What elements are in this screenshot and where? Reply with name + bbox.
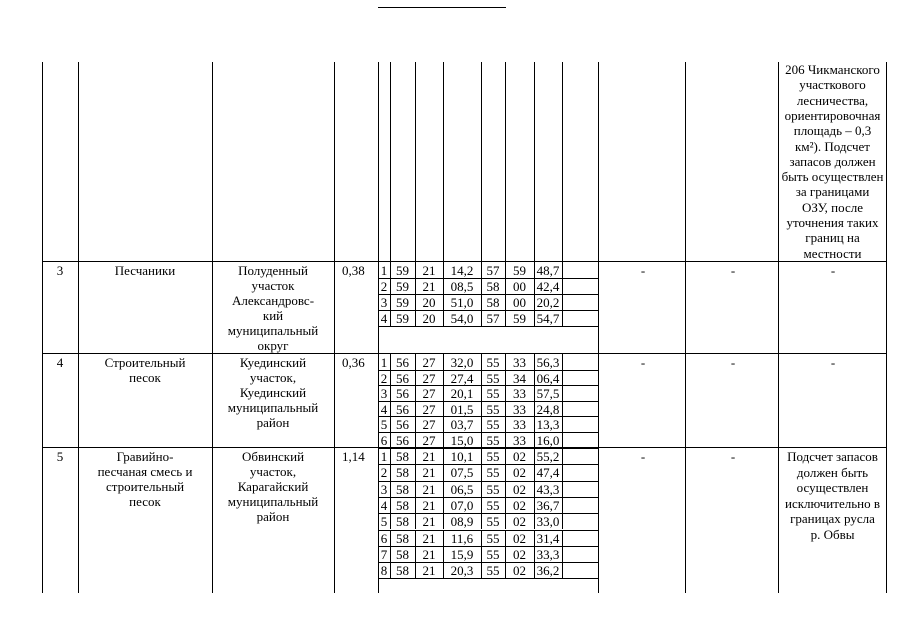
coordinate-cell: 51,0 (450, 294, 474, 310)
coord-column-line (378, 62, 379, 261)
area-value: 0,38 (342, 263, 365, 278)
coordinate-cell: 3 (380, 481, 388, 497)
coordinate-cell: 21 (422, 563, 436, 579)
coordinate-cell: 55 (486, 370, 500, 386)
coordinate-cell: 54,0 (450, 310, 474, 326)
coord-column-line (598, 354, 599, 370)
coord-column-line (562, 370, 563, 386)
remark-line: р. Обвы (810, 526, 855, 542)
coordinate-cell: 27 (422, 355, 436, 370)
coord-column-line (598, 464, 599, 480)
coordinate-cell: 08,5 (450, 278, 474, 294)
coordinate-cell: 21 (422, 514, 436, 530)
coordinate-cell: 11,6 (450, 530, 474, 546)
coordinate-cell: 7 (380, 546, 388, 562)
location-line: район (256, 415, 290, 430)
coord-column-line (415, 62, 416, 261)
coord-column-line (598, 294, 599, 310)
coordinate-cell: 36,2 (536, 563, 560, 579)
coordinate-cell: 06,4 (536, 370, 560, 386)
coordinate-cell: 02 (513, 481, 526, 497)
coordinate-cell: 56,3 (536, 355, 560, 370)
table-column-line (78, 62, 79, 593)
location-line: муниципальный (227, 400, 319, 415)
coordinate-cell: 2 (380, 278, 388, 294)
mineral-name-line: строительный (105, 479, 185, 494)
coord-column-line (598, 278, 599, 294)
coordinate-cell: 6 (380, 433, 388, 448)
location-line: район (256, 509, 290, 524)
coordinate-cell: 56 (396, 433, 409, 448)
coordinate-cell: 07,5 (450, 465, 474, 481)
location-line: Куединский (239, 355, 307, 370)
coordinate-cell: 58 (396, 449, 409, 464)
coordinate-cell: 24,8 (536, 401, 560, 417)
coord-column-line (598, 448, 599, 464)
coordinate-cell: 02 (513, 530, 526, 546)
continuation-note-line: ориентировочная (784, 107, 881, 123)
coordinate-cell: 27 (422, 370, 436, 386)
coordinate-cell: 57 (486, 263, 500, 278)
coordinate-cell: 59 (513, 310, 526, 326)
coordinate-cell: 55 (486, 386, 500, 402)
dash-col10: - (830, 263, 836, 278)
coordinate-cell: 13,3 (536, 417, 560, 433)
coordinate-cell: 03,7 (450, 417, 474, 433)
coordinate-cell: 21 (422, 497, 436, 513)
row-number: 4 (56, 355, 64, 370)
continuation-note-line: быть осуществлен (781, 169, 884, 185)
coordinate-cell: 56 (396, 355, 409, 370)
row-number: 5 (56, 449, 64, 464)
location-line: участок, (249, 370, 297, 385)
coord-column-line (562, 416, 563, 432)
coordinate-cell: 27 (422, 433, 436, 448)
coordinate-cell: 56 (396, 417, 409, 433)
coordinate-cell: 59 (513, 263, 526, 278)
coordinate-cell: 33 (513, 417, 526, 433)
coord-column-line (598, 513, 599, 529)
coordinate-cell: 01,5 (450, 401, 474, 417)
continuation-note-line: границ на (805, 230, 860, 246)
coordinate-cell: 5 (380, 417, 388, 433)
remark-line: исключительно в (785, 495, 880, 511)
coord-column-line (562, 464, 563, 480)
coordinate-cell: 32,0 (450, 355, 474, 370)
location-line: округ (257, 338, 289, 353)
coord-column-line (598, 310, 599, 326)
coordinate-cell: 02 (513, 546, 526, 562)
coordinate-cell: 00 (513, 294, 526, 310)
location-line: Обвинский (241, 449, 305, 464)
coordinate-cell: 55 (486, 433, 500, 448)
coordinate-cell: 33 (513, 401, 526, 417)
dash-col9: - (730, 449, 736, 464)
dash-col8: - (640, 355, 646, 370)
coordinate-cell: 02 (513, 563, 526, 579)
coord-column-line (598, 370, 599, 386)
coordinate-cell: 6 (380, 530, 388, 546)
coordinate-cell: 55 (486, 355, 500, 370)
coord-column-line (562, 401, 563, 417)
location-line: муниципальный (227, 323, 319, 338)
coordinate-cell: 8 (380, 563, 388, 579)
coord-column-line (562, 497, 563, 513)
coord-column-line (598, 62, 599, 261)
coordinate-cell: 27 (422, 401, 436, 417)
mineral-name-line: Гравийно- (116, 449, 174, 464)
coord-column-line (598, 385, 599, 401)
coordinate-cell: 55 (486, 546, 500, 562)
location-line: Карагайский (237, 479, 309, 494)
coordinate-cell: 3 (380, 386, 388, 402)
coordinate-cell: 00 (513, 278, 526, 294)
coordinate-cell: 21 (422, 546, 436, 562)
coord-column-line (598, 481, 599, 497)
coordinate-cell: 5 (380, 514, 388, 530)
coordinate-cell: 58 (396, 563, 409, 579)
coord-column-line (598, 401, 599, 417)
coord-column-line (562, 530, 563, 546)
row-number: 3 (56, 263, 64, 278)
coordinate-cell: 27 (422, 417, 436, 433)
continuation-note-line: площадь – 0,3 (793, 123, 872, 139)
coordinate-cell: 20 (422, 310, 436, 326)
coordinate-cell: 56 (396, 401, 409, 417)
coordinate-cell: 55 (486, 449, 500, 464)
continuation-note-line: ОЗУ, после (802, 199, 863, 215)
continuation-note-line: запасов должен (789, 153, 876, 169)
continuation-note-line: местности (803, 245, 862, 261)
mineral-name-line: песок (129, 494, 161, 509)
coordinate-cell: 1 (380, 355, 388, 370)
dash-col9: - (730, 355, 736, 370)
coordinate-cell: 33,3 (536, 546, 560, 562)
coordinate-cell: 55 (486, 465, 500, 481)
coordinate-cell: 56 (396, 386, 409, 402)
coordinate-cell: 59 (396, 263, 409, 278)
coordinate-cell: 36,7 (536, 497, 560, 513)
coord-column-line (390, 62, 391, 261)
location-line: участок, (249, 464, 297, 479)
coordinate-cell: 55,2 (536, 449, 560, 464)
coord-column-line (562, 354, 563, 370)
coordinate-cell: 07,0 (450, 497, 474, 513)
location-line: Полуденный (238, 263, 308, 278)
continuation-note-line: за границами (795, 184, 870, 200)
coordinate-cell: 58 (396, 497, 409, 513)
location-line: участок (251, 278, 295, 293)
coordinate-cell: 21 (422, 465, 436, 481)
mineral-name-line: Песчаники (114, 263, 176, 278)
coord-column-line (598, 546, 599, 562)
coordinate-cell: 21 (422, 481, 436, 497)
coordinate-cell: 33 (513, 355, 526, 370)
coord-column-line (562, 448, 563, 464)
coordinate-cell: 21 (422, 278, 436, 294)
area-value: 1,14 (342, 449, 365, 464)
coordinate-cell: 54,7 (536, 310, 560, 326)
coordinate-cell: 56 (396, 370, 409, 386)
coordinate-cell: 59 (396, 310, 409, 326)
coord-column-line (598, 497, 599, 513)
mineral-name-line: песок (129, 370, 161, 385)
coordinate-cell: 58 (396, 546, 409, 562)
coordinate-cell: 20,3 (450, 563, 474, 579)
coordinate-cell: 59 (396, 294, 409, 310)
dash-col10: - (830, 355, 836, 370)
continuation-note-line: лесничества, (796, 92, 869, 108)
table-column-line (685, 62, 686, 593)
remark-line: осуществлен (796, 480, 869, 495)
location-line: муниципальный (227, 494, 319, 509)
coord-row-line (378, 578, 598, 579)
coordinate-cell: 34 (513, 370, 526, 386)
coordinate-cell: 16,0 (536, 433, 560, 448)
coordinate-cell: 43,3 (536, 481, 560, 497)
coordinate-cell: 58 (486, 278, 500, 294)
coordinate-cell: 58 (396, 481, 409, 497)
coordinate-cell: 47,4 (536, 465, 560, 481)
coordinate-cell: 02 (513, 497, 526, 513)
coord-column-line (562, 310, 563, 326)
coordinate-cell: 4 (380, 401, 388, 417)
coordinate-cell: 33,0 (536, 514, 560, 530)
coordinate-cell: 2 (380, 465, 388, 481)
coordinate-cell: 15,9 (450, 546, 474, 562)
coordinate-cell: 14,2 (450, 263, 474, 278)
location-line: кий (262, 308, 284, 323)
coord-column-line (562, 481, 563, 497)
location-line: Куединский (239, 385, 307, 400)
coordinate-cell: 1 (380, 263, 388, 278)
coordinate-cell: 2 (380, 370, 388, 386)
coord-column-line (505, 62, 506, 261)
coordinate-cell: 15,0 (450, 433, 474, 448)
coordinate-cell: 4 (380, 310, 388, 326)
coordinate-cell: 02 (513, 514, 526, 530)
continuation-note-line: км²). Подсчет (795, 138, 870, 154)
coord-column-line (562, 562, 563, 578)
coordinate-cell: 21 (422, 263, 436, 278)
continuation-note-line: уточнения таких (786, 215, 879, 230)
table-column-line (334, 62, 335, 593)
continuation-note-line: участкового (799, 77, 866, 93)
coordinate-cell: 31,4 (536, 530, 560, 546)
coordinate-cell: 20,1 (450, 386, 474, 402)
coordinate-cell: 33 (513, 386, 526, 402)
coordinate-cell: 21 (422, 530, 436, 546)
coordinate-cell: 55 (486, 417, 500, 433)
coordinate-cell: 10,1 (450, 449, 474, 464)
coordinate-cell: 59 (396, 278, 409, 294)
coordinate-cell: 42,4 (536, 278, 560, 294)
coordinate-cell: 20,2 (536, 294, 560, 310)
coord-column-line (562, 385, 563, 401)
coordinate-cell: 08,9 (450, 514, 474, 530)
coord-column-line (598, 530, 599, 546)
coordinate-cell: 21 (422, 449, 436, 464)
coord-column-line (443, 62, 444, 261)
coord-column-line (598, 262, 599, 278)
coordinate-cell: 55 (486, 514, 500, 530)
mineral-name-line: Строительный (104, 355, 186, 370)
coord-column-line (534, 62, 535, 261)
table-column-line (42, 62, 43, 593)
coord-column-line (562, 278, 563, 294)
dash-col8: - (640, 449, 646, 464)
coordinate-cell: 55 (486, 401, 500, 417)
coord-column-line (562, 262, 563, 278)
remark-line: Подсчет запасов (787, 449, 878, 464)
coordinate-cell: 55 (486, 497, 500, 513)
coord-column-line (598, 432, 599, 448)
coordinate-cell: 57,5 (536, 386, 560, 402)
coordinate-cell: 58 (396, 465, 409, 481)
coordinate-cell: 27,4 (450, 370, 474, 386)
coord-column-line (562, 62, 563, 261)
coordinate-cell: 3 (380, 294, 388, 310)
header-line (378, 7, 506, 8)
coordinate-cell: 55 (486, 481, 500, 497)
coord-column-line (562, 432, 563, 448)
remark-line: должен быть (796, 464, 869, 480)
continuation-note-line: 206 Чикманского (785, 62, 880, 77)
coordinate-cell: 55 (486, 530, 500, 546)
coordinate-cell: 58 (486, 294, 500, 310)
coordinate-cell: 55 (486, 563, 500, 579)
coordinate-cell: 27 (422, 386, 436, 402)
coord-column-line (562, 546, 563, 562)
coord-column-line (481, 62, 482, 261)
location-line: Александровс- (231, 293, 315, 308)
remark-line: границах русла (790, 511, 875, 526)
table-column-line (886, 62, 887, 593)
dash-col8: - (640, 263, 646, 278)
mineral-name-line: песчаная смесь и (97, 464, 193, 479)
dash-col9: - (730, 263, 736, 278)
coord-column-line (562, 513, 563, 529)
coordinate-cell: 33 (513, 433, 526, 448)
coord-column-line (598, 416, 599, 432)
coord-column-line (598, 562, 599, 578)
coordinate-cell: 02 (513, 449, 526, 464)
coordinate-cell: 4 (380, 497, 388, 513)
coord-column-line (562, 294, 563, 310)
coordinate-cell: 58 (396, 514, 409, 530)
coordinate-cell: 48,7 (536, 263, 560, 278)
coordinate-cell: 58 (396, 530, 409, 546)
coordinate-cell: 06,5 (450, 481, 474, 497)
coordinate-cell: 57 (486, 310, 500, 326)
coordinate-cell: 1 (380, 449, 388, 464)
coordinate-cell: 20 (422, 294, 436, 310)
area-value: 0,36 (342, 355, 365, 370)
coordinate-cell: 02 (513, 465, 526, 481)
